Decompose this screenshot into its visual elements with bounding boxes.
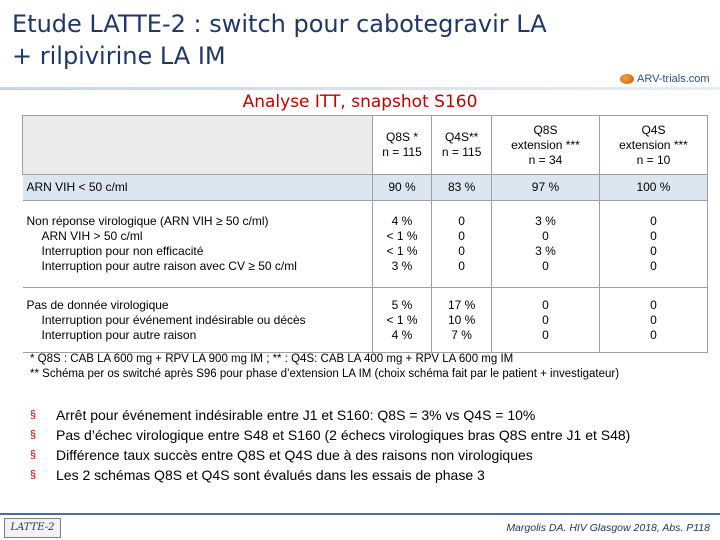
row-label	[23, 201, 373, 288]
slide-title-line2: + rilpivirine LA IM	[12, 42, 226, 70]
row-label-sub: Interruption pour autre raison	[41, 327, 197, 342]
row-label	[23, 288, 373, 353]
cell-value: 97 %	[531, 180, 560, 194]
table-cell	[491, 175, 599, 201]
row-label-sub: ARN VIH > 50 c/ml	[41, 229, 143, 243]
header-q4s-n: n = 115	[441, 145, 482, 159]
cell-value: 5 %	[391, 297, 413, 312]
row-label-main: Non réponse virologique (ARN VIH ≥ 50 c/ml)	[26, 214, 269, 228]
study-tag: LATTE-2	[4, 518, 61, 538]
row-label-main: Pas de donnée virologique	[26, 297, 169, 312]
row-label	[23, 175, 373, 201]
bullet-text: Arrêt pour événement indésirable entre J1 et S160: Q8S = 3% vs Q4S = 10%	[56, 407, 536, 423]
header-q8s-name: Q8S *	[386, 130, 419, 144]
header-q4s-ext-name: Q4S	[641, 122, 666, 137]
list-item	[30, 405, 700, 425]
table-corner-cell	[23, 116, 373, 175]
footnote: * Q8S : CAB LA 600 mg + RPV LA 900 mg IM ; ** : Q4S: CAB LA 400 mg + RPV LA 600 mg IM	[30, 353, 514, 365]
cell-value: 83 %	[447, 180, 476, 194]
bullet-text: Différence taux succès entre Q8S et Q4S due à des raisons non virologiques	[56, 447, 533, 463]
cell-value: 0	[458, 214, 465, 228]
cell-value: < 1 %	[386, 244, 418, 258]
header-q4s-extension	[599, 116, 707, 175]
header-q4s-ext-label: extension ***	[619, 137, 688, 152]
cell-value: 3 %	[535, 244, 556, 258]
arv-logo-icon	[620, 74, 634, 84]
table-cell	[599, 201, 707, 288]
title-divider	[0, 87, 720, 90]
cell-value: 0	[650, 244, 657, 258]
cell-value: 0	[650, 297, 657, 312]
key-points-list	[30, 405, 700, 485]
footnotes	[30, 352, 700, 382]
table-cell	[432, 175, 492, 201]
header-q8s-ext-name: Q8S	[533, 122, 558, 137]
table-cell	[599, 175, 707, 201]
header-q4s-name: Q4S**	[444, 130, 479, 144]
source-citation: Margolis DA. HIV Glasgow 2018, Abs. P118	[506, 522, 710, 534]
cell-value: 4 %	[391, 214, 413, 228]
list-item	[30, 425, 700, 445]
header-q8s-n: n = 115	[382, 145, 422, 159]
cell-value: 0	[542, 229, 549, 243]
cell-value: 0	[650, 229, 657, 243]
cell-value: 0	[458, 259, 465, 273]
row-label-sub: Interruption pour non efficacité	[41, 244, 204, 258]
table-cell	[372, 201, 432, 288]
table-cell	[491, 288, 599, 353]
row-label-sub: Interruption pour événement indésirable ou décès	[41, 312, 306, 327]
cell-value: 0	[458, 229, 465, 243]
footnote: ** Schéma per os switché après S96 pour phase d’extension LA IM (choix schéma fait par le patient + investigateur)	[30, 368, 620, 380]
cell-value: 0	[650, 214, 657, 228]
header-q8s	[372, 116, 432, 175]
bullet-icon: §	[30, 469, 37, 481]
bullet-icon: §	[30, 409, 37, 421]
row-label-sub: Interruption pour autre raison avec CV ≥ 50 c/ml	[41, 259, 297, 273]
bullet-icon: §	[30, 429, 37, 441]
cell-value: 0	[542, 259, 549, 273]
logo-text: ARV-trials.com	[637, 73, 710, 85]
results-table	[22, 115, 708, 353]
table-header-row	[23, 116, 708, 175]
table-cell	[432, 201, 492, 288]
cell-value: < 1 %	[386, 229, 418, 243]
cell-value: 0	[458, 244, 465, 258]
cell-value: 10 %	[447, 312, 476, 327]
row-label-main: ARN VIH < 50 c/ml	[26, 180, 128, 194]
cell-value: 0	[650, 259, 657, 273]
table-cell	[372, 175, 432, 201]
cell-value: 0	[650, 327, 657, 342]
slide-subtitle: Analyse ITT, snapshot S160	[242, 92, 478, 112]
header-q4s-ext-n: n = 10	[636, 152, 671, 167]
cell-value: 100 %	[636, 180, 671, 194]
table-row	[23, 288, 708, 353]
table-cell	[372, 288, 432, 353]
cell-value: 7 %	[451, 327, 472, 342]
cell-value: < 1 %	[386, 312, 418, 327]
slide-title	[12, 8, 612, 72]
cell-value: 0	[650, 312, 657, 327]
cell-value: 4 %	[391, 327, 413, 342]
header-q8s-extension	[491, 116, 599, 175]
table-cell	[599, 288, 707, 353]
slide-title-line1: Etude LATTE-2 : switch pour cabotegravir LA	[12, 10, 547, 38]
header-q4s	[432, 116, 492, 175]
cell-value: 90 %	[388, 180, 416, 194]
bullet-text: Les 2 schémas Q8S et Q4S sont évalués dans les essais de phase 3	[56, 467, 485, 483]
footer-divider	[0, 513, 720, 515]
cell-value: 0	[542, 312, 549, 327]
list-item	[30, 465, 700, 485]
table-cell	[491, 201, 599, 288]
table-row	[23, 175, 708, 201]
logo	[620, 70, 715, 88]
header-q8s-ext-label: extension ***	[511, 137, 580, 152]
cell-value: 17 %	[447, 297, 476, 312]
cell-value: 0	[542, 297, 549, 312]
bullet-icon: §	[30, 449, 37, 461]
cell-value: 3 %	[535, 214, 556, 228]
cell-value: 0	[542, 327, 549, 342]
list-item	[30, 445, 700, 465]
cell-value: 3 %	[391, 259, 413, 273]
bullet-text: Pas d’échec virologique entre S48 et S160 (2 échecs virologiques bras Q8S entre J1 et S48)	[56, 427, 631, 443]
header-q8s-ext-n: n = 34	[528, 152, 563, 167]
table-row	[23, 201, 708, 288]
table-cell	[432, 288, 492, 353]
